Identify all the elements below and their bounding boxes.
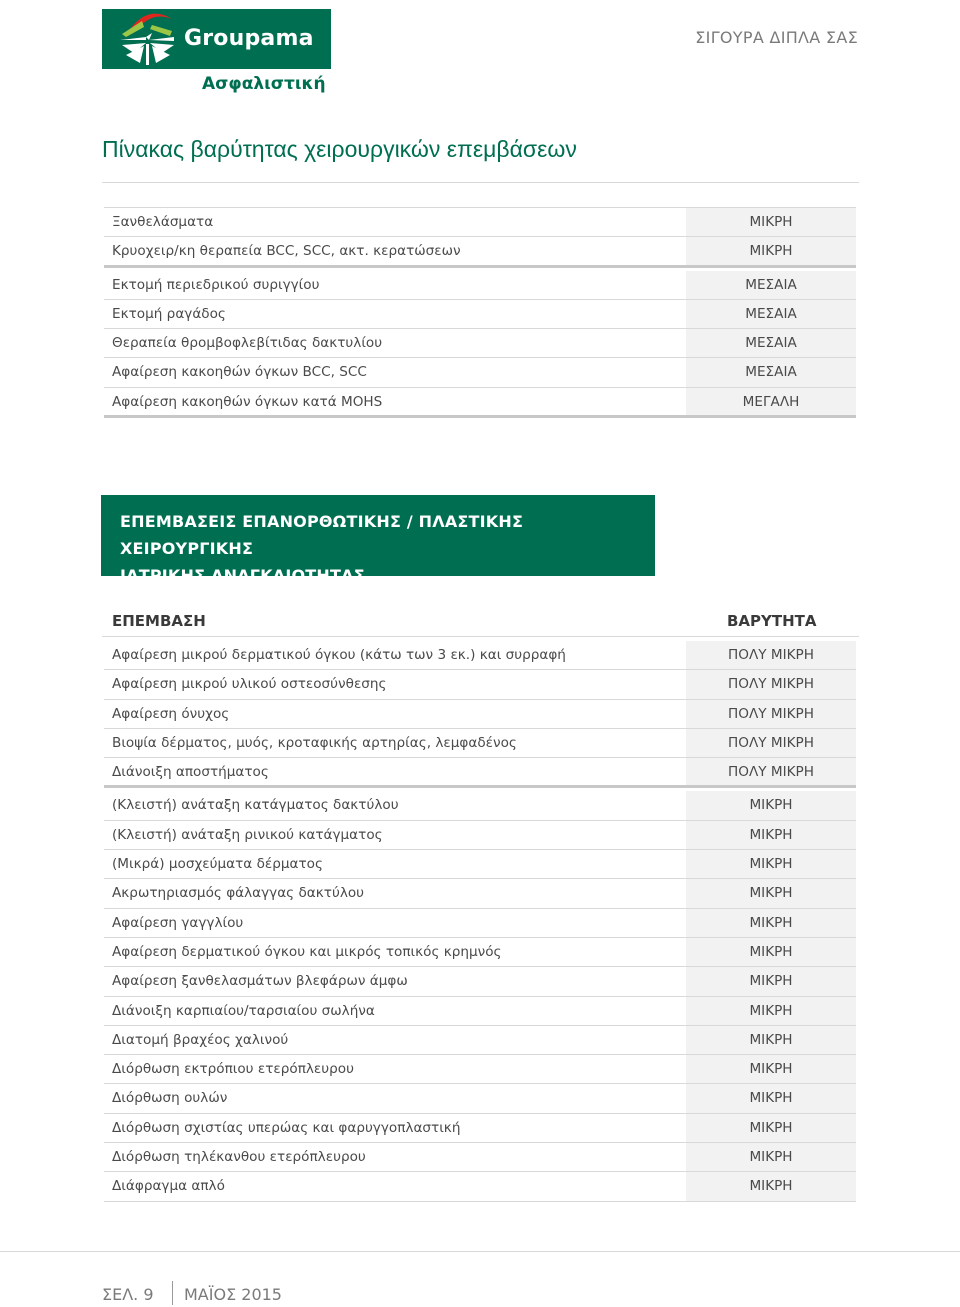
severity-value: ΜΙΚΡΗ	[686, 237, 856, 266]
procedure-name: (Κλειστή) ανάταξη κατάγματος δακτύλου	[112, 797, 399, 814]
severity-value: ΜΕΣΑΙΑ	[686, 300, 856, 329]
table-row	[104, 670, 856, 699]
table-row	[104, 271, 856, 300]
procedure-name: Αφαίρεση μικρού υλικού οστεοσύνθεσης	[112, 676, 387, 693]
table-row	[104, 821, 856, 850]
severity-value: ΜΙΚΡΗ	[686, 850, 856, 879]
procedure-name: Βιοψία δέρματος, μυός, κροταφικής αρτηρίας, λεμφαδένος	[112, 734, 517, 751]
table-row	[104, 997, 856, 1026]
brand-subtitle: Ασφαλιστική	[202, 74, 326, 94]
procedure-name: Αφαίρεση κακοηθών όγκων BCC, SCC	[112, 364, 367, 381]
procedure-name: Ξανθελάσματα	[112, 214, 214, 230]
column-header-procedure: ΕΠΕΜΒΑΣΗ	[112, 612, 206, 630]
page-number: ΣΕΛ. 9	[102, 1285, 154, 1304]
table-row	[104, 208, 856, 237]
procedure-name: Αφαίρεση γαγγλίου	[112, 914, 244, 931]
severity-value: ΜΙΚΡΗ	[686, 1172, 856, 1201]
procedure-name: Αφαίρεση ξανθελασμάτων βλεφάρων άμφω	[112, 973, 408, 990]
brand-name: Groupama	[184, 26, 314, 51]
table-row	[104, 909, 856, 938]
procedure-name: Διόρθωση σχιστίας υπερώας και φαρυγγοπλαστική	[112, 1119, 461, 1136]
procedure-name: (Μικρά) μοσχεύματα δέρματος	[112, 856, 323, 873]
procedure-name: Αφαίρεση μικρού δερματικού όγκου (κάτω των 3 εκ.) και συρραφή	[112, 647, 566, 663]
severity-value: ΜΙΚΡΗ	[686, 1114, 856, 1143]
procedure-name: Θεραπεία θρομβοφλεβίτιδας δακτυλίου	[112, 335, 383, 352]
severity-value: ΜΙΚΡΗ	[686, 909, 856, 938]
title-divider	[102, 182, 859, 183]
procedure-name: Κρυοχειρ/κη θεραπεία BCC, SCC, ακτ. κερατώσεων	[112, 243, 461, 260]
procedure-name: Διόρθωση ουλών	[112, 1090, 228, 1107]
severity-value: ΠΟΛΥ ΜΙΚΡΗ	[686, 670, 856, 699]
severity-value: ΜΙΚΡΗ	[686, 967, 856, 996]
section-title-line-2: ΙΑΤΡΙΚΗΣ ΑΝΑΓΚΑΙΟΤΗΤΑΣ	[120, 566, 365, 585]
severity-value: ΜΙΚΡΗ	[686, 1084, 856, 1113]
table-row	[104, 938, 856, 967]
procedure-name: Αφαίρεση κακοηθών όγκων κατά MOHS	[112, 393, 383, 410]
table-row	[104, 850, 856, 879]
severity-value: ΜΙΚΡΗ	[686, 208, 856, 237]
table-row	[104, 791, 856, 820]
footer-divider	[0, 1251, 960, 1252]
table-bottom-border	[104, 415, 856, 418]
severity-value: ΜΕΣΑΙΑ	[686, 271, 856, 300]
procedure-name: Διόρθωση τηλέκανθου ετερόπλευρου	[112, 1149, 366, 1166]
table-row	[104, 641, 856, 670]
procedure-name: Αφαίρεση όνυχος	[112, 705, 230, 722]
table-row	[104, 1114, 856, 1143]
severity-value: ΠΟΛΥ ΜΙΚΡΗ	[686, 700, 856, 729]
severity-value: ΜΙΚΡΗ	[686, 938, 856, 967]
severity-table-1	[104, 208, 856, 417]
severity-value: ΜΙΚΡΗ	[686, 1055, 856, 1084]
procedure-name: Διατομή βραχέος χαλινού	[112, 1031, 289, 1048]
header-divider	[102, 636, 859, 637]
severity-value: ΜΙΚΡΗ	[686, 879, 856, 908]
procedure-name: Εκτομή ραγάδος	[112, 305, 226, 322]
table-row	[104, 700, 856, 729]
table-row	[104, 1055, 856, 1084]
logo-sun-icon	[116, 9, 182, 69]
severity-value: ΠΟΛΥ ΜΙΚΡΗ	[686, 641, 856, 670]
slogan: ΣΙΓΟΥΡΑ ΔΙΠΛΑ ΣΑΣ	[695, 28, 858, 47]
table-row	[104, 1143, 856, 1172]
table-row	[104, 1026, 856, 1055]
severity-value: ΜΙΚΡΗ	[686, 997, 856, 1026]
page-title: Πίνακας βαρύτητας χειρουργικών επεμβάσεων	[102, 136, 577, 162]
severity-value: ΜΙΚΡΗ	[686, 791, 856, 820]
table-row	[104, 967, 856, 996]
table-row	[104, 1172, 856, 1201]
table-row	[104, 329, 856, 358]
procedure-name: Διάνοιξη αποστήματος	[112, 764, 269, 781]
group-divider	[104, 785, 856, 788]
section-title-line-1: ΕΠΕΜΒΑΣΕΙΣ ΕΠΑΝΟΡΘΩΤΙΚΗΣ / ΠΛΑΣΤΙΚΗΣ ΧΕΙΡΟΥΡΓΙΚΗΣ	[120, 512, 524, 558]
procedure-name: Διόρθωση εκτρόπιου ετερόπλευρου	[112, 1061, 354, 1078]
severity-value: ΜΕΓΑΛΗ	[686, 388, 856, 417]
section-banner	[101, 495, 655, 585]
procedure-name: Ακρωτηριασμός φάλαγγας δακτύλου	[112, 885, 365, 902]
column-header-severity: ΒΑΡΥΤΗΤΑ	[727, 612, 817, 630]
procedure-name: Διάφραγμα απλό	[112, 1178, 225, 1195]
table-row	[104, 300, 856, 329]
procedure-name: Διάνοιξη καρπιαίου/ταρσιαίου σωλήνα	[112, 1002, 375, 1019]
severity-value: ΜΙΚΡΗ	[686, 1143, 856, 1172]
severity-value: ΠΟΛΥ ΜΙΚΡΗ	[686, 758, 856, 787]
footer-date: ΜΑΪΟΣ 2015	[184, 1285, 282, 1304]
severity-value: ΜΕΣΑΙΑ	[686, 329, 856, 358]
table-row	[104, 758, 856, 787]
procedure-name: Εκτομή περιεδρικού συριγγίου	[112, 276, 320, 293]
table-row	[104, 879, 856, 908]
table-row	[104, 1084, 856, 1113]
groupama-logo	[102, 9, 331, 69]
table-row	[104, 729, 856, 758]
severity-value: ΜΕΣΑΙΑ	[686, 358, 856, 387]
procedure-name: (Κλειστή) ανάταξη ρινικού κατάγματος	[112, 826, 383, 843]
group-divider	[104, 265, 856, 268]
severity-table-2	[104, 641, 856, 1202]
table-bottom-border	[104, 1201, 856, 1202]
table-row	[104, 388, 856, 417]
procedure-name: Αφαίρεση δερματικού όγκου και μικρός τοπικός κρημνός	[112, 943, 502, 960]
footer-separator	[172, 1281, 173, 1305]
severity-value: ΜΙΚΡΗ	[686, 821, 856, 850]
table-row	[104, 358, 856, 387]
severity-value: ΠΟΛΥ ΜΙΚΡΗ	[686, 729, 856, 758]
table-row	[104, 237, 856, 266]
severity-value: ΜΙΚΡΗ	[686, 1026, 856, 1055]
